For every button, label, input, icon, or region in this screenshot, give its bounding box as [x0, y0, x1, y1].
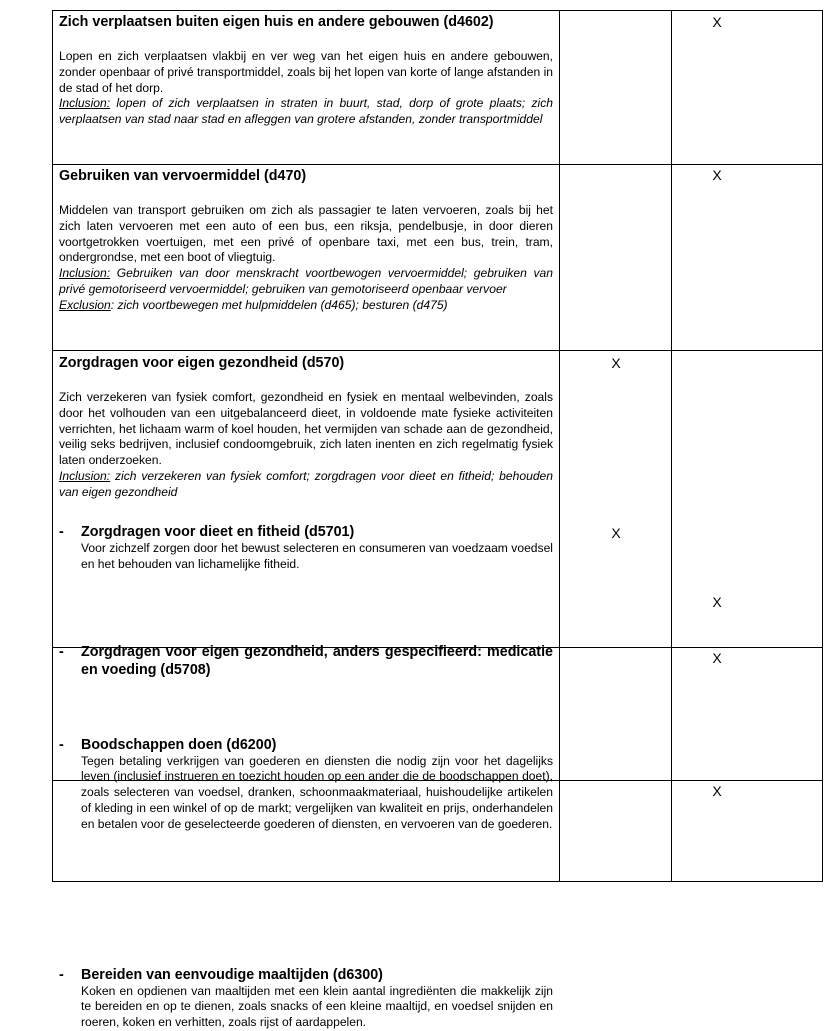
subitem-title: Zorgdragen voor dieet en fitheid (d5701)	[81, 524, 355, 540]
section-d470	[59, 167, 553, 314]
section-description: Tegen betaling verkrijgen van goederen en diensten die nodig zijn voor het dagelijks leven (inclusief instrueren en toezicht houden op een ander die de boodschappen doet), zoals selecteren van voedsel, dranken, schoonmaakmateriaal, huishoudelijke artikelen of kleding in een winkel of op de markt; vergelijken van kwaliteit en prijs, onderhandelen en betalen voor de geselecteerde goederen of diensten, en vervoeren van de goederen.	[81, 753, 553, 831]
col1-mark: X	[611, 355, 621, 371]
section-d4602	[59, 13, 553, 128]
section-title: Boodschappen doen (d6200)	[81, 736, 277, 753]
inclusion-label: Inclusion:	[59, 96, 111, 111]
bullet-dash: -	[59, 736, 64, 753]
section-d570	[59, 354, 553, 501]
col2-mark: X	[712, 783, 722, 799]
inclusion-note	[59, 266, 553, 298]
inclusion-text: zich verzekeren van fysiek comfort; zorgdragen voor dieet en fitheid; behouden van eigen gezondheid	[59, 468, 553, 499]
column-divider-2	[671, 11, 672, 881]
section-description: Koken en opdienen van maaltijden met een klein aantal ingrediënten die makkelijk zijn te bereiden en op te dienen, zoals snacks of een kleine maaltijd, en voedsel snijden en roeren, koken en verhitten, zoals rijst of aardappelen.	[81, 983, 553, 1030]
inclusion-note	[59, 469, 553, 501]
bullet-dash: -	[59, 643, 64, 660]
col1-mark: X	[611, 525, 621, 541]
exclusion-label: Exclusion	[59, 297, 111, 312]
row-divider	[53, 350, 822, 351]
inclusion-text: lopen of zich verplaatsen in straten in buurt, stad, dorp of grote plaats; zich verplaatsen van stad naar stad en afleggen van grotere afstanden, zonder transportmiddel	[59, 96, 553, 127]
col2-mark: X	[712, 650, 722, 666]
bullet-dash: -	[59, 524, 64, 540]
exclusion-text: : zich voortbewegen met hulpmiddelen (d465); besturen (d475)	[110, 297, 448, 312]
col2-mark: X	[712, 594, 722, 610]
exclusion-note	[59, 298, 553, 314]
subitem-d5708	[59, 643, 553, 679]
criteria-table	[52, 10, 823, 1030]
section-description: Lopen en zich verplaatsen vlakbij en ver weg van het eigen huis en andere gebouwen, zonder openbaar of privé transportmiddel, zoals bij het lopen van korte of lange afstanden in de stad of het dorp.	[59, 49, 553, 95]
section-title: Gebruiken van vervoermiddel (d470)	[59, 168, 307, 184]
subitem-d5701	[59, 523, 553, 573]
section-description: Zich verzekeren van fysiek comfort, gezondheid en fysiek en mentaal welbevinden, zoals door het volhouden van een uitgebalanceerd dieet, in voldoende mate fysieke activiteiten verrichten, het lichaam warm of koel houden, het vermijden van schade aan de gezondheid, veilig seks bedrijven, inclusief condoomgebruik, zich laten inenten en zich regelmatig fysiek laten onderzoeken.	[59, 390, 553, 468]
subitem-description: Voor zichzelf zorgen door het bewust selecteren en consumeren van voedzaam voedsel en het behouden van lichamelijke fitheid.	[81, 541, 553, 571]
section-title: Zorgdragen voor eigen gezondheid (d570)	[59, 355, 345, 371]
inclusion-text: Gebruiken van door menskracht voortbewogen vervoermiddel; gebruiken van privé gemotoriseerd vervoermiddel; gebruiken van gemotoriseerd openbaar vervoer	[59, 266, 553, 296]
section-title: Bereiden van eenvoudige maaltijden (d6300)	[81, 966, 383, 983]
col2-mark: X	[712, 167, 722, 183]
section-description: Middelen van transport gebruiken om zich als passagier te laten vervoeren, zoals bij het zich laten vervoeren met een auto of een bus, een riksja, pendelbusje, in door dieren voortgetrokken voertuigen, met een privé of openbare taxi, met een bus, trein, tram, ondergrondse, met een boot of vliegtuig.	[59, 203, 553, 265]
row-divider	[53, 164, 822, 165]
subitem-title: Zorgdragen voor eigen gezondheid, anders gespecifieerd: medicatie en voeding (d5708)	[81, 643, 553, 678]
section-d6200	[59, 736, 553, 833]
section-d6300	[59, 966, 553, 1031]
col2-mark: X	[712, 14, 722, 30]
bullet-dash: -	[59, 966, 64, 983]
inclusion-label: Inclusion:	[59, 468, 111, 483]
column-divider-1	[559, 11, 560, 881]
inclusion-note	[59, 96, 553, 128]
section-title: Zich verplaatsen buiten eigen huis en andere gebouwen (d4602)	[59, 14, 494, 30]
inclusion-label: Inclusion:	[59, 266, 111, 281]
